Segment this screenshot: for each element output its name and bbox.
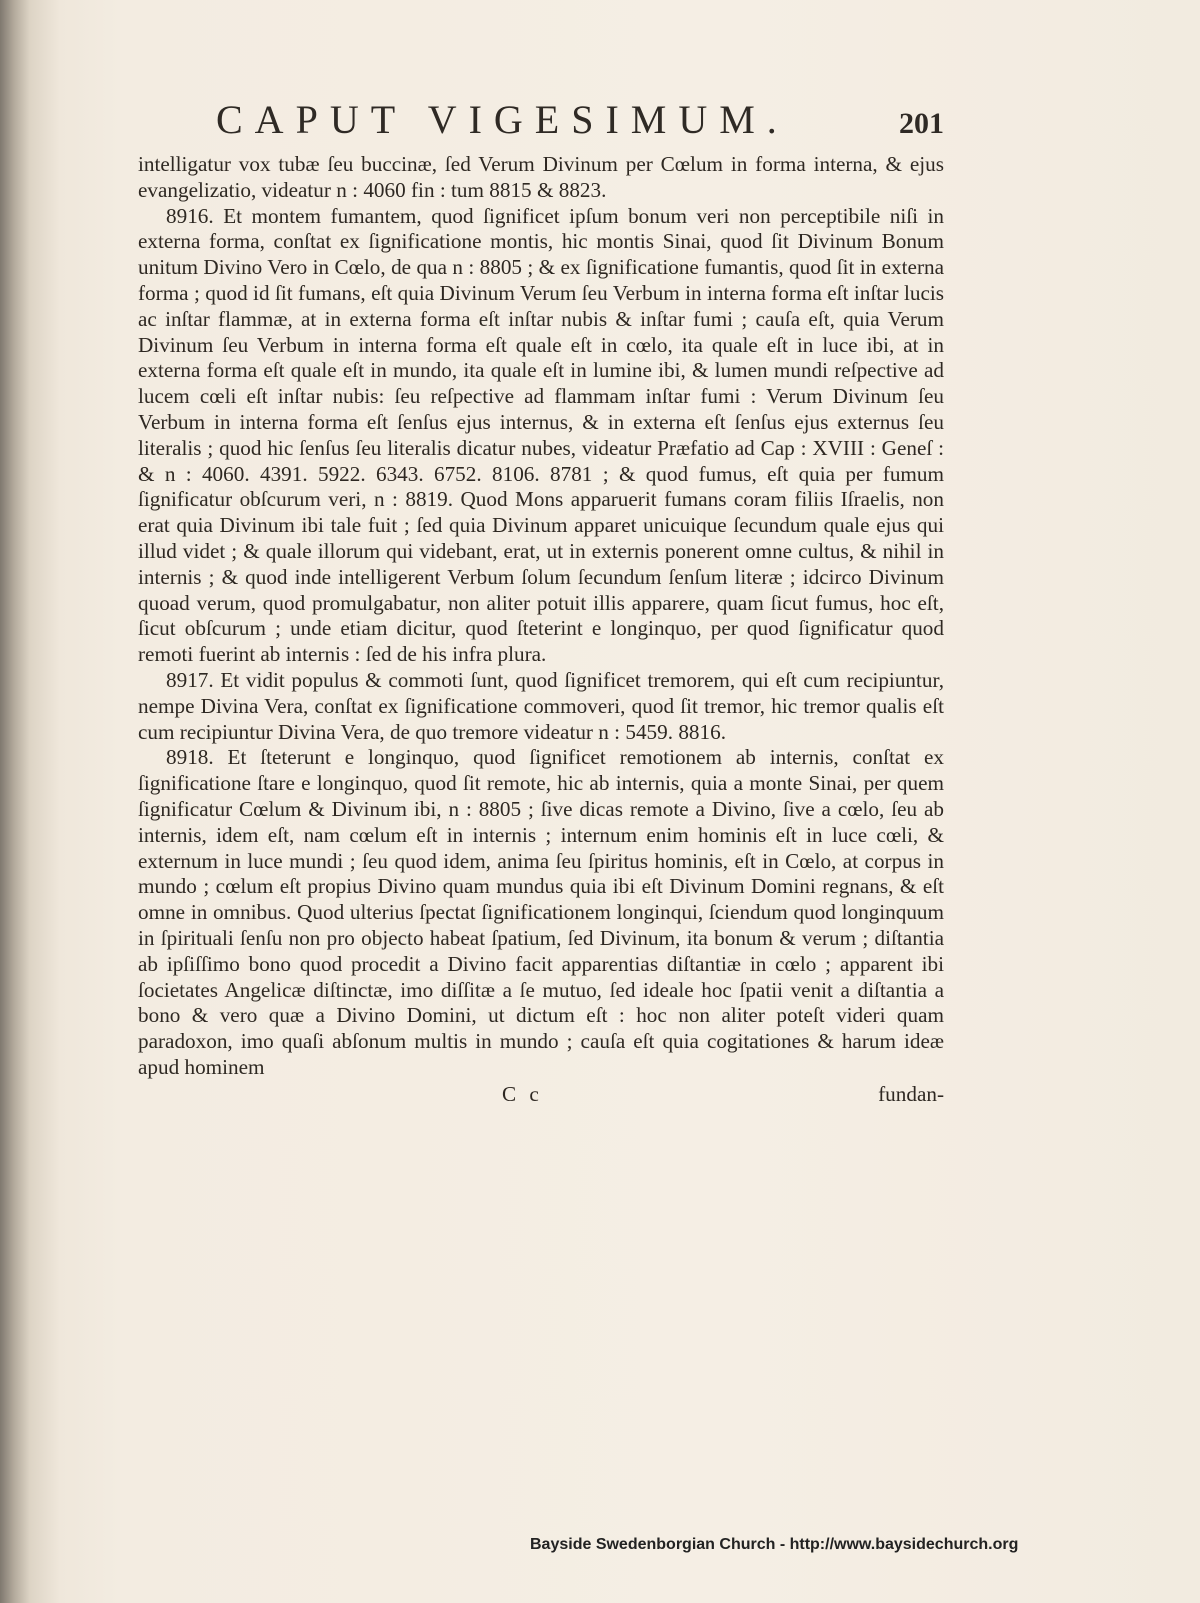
page-header: [138, 96, 944, 146]
page-number: 201: [899, 107, 944, 140]
paragraph-text: intelligatur vox tubæ ſeu buccinæ, ſed Verum Divinum per Cœlum in forma interna, & ejus evangelizatio, videatur n : 4060 fin : tum 8815 & 8823.: [138, 152, 944, 202]
paragraph-text: Et montem fumantem, quod ſignificet ipſum bonum veri non perceptibile niſi in externa forma, conſtat ex ſignificatione montis, hic montis Sinai, quod ſit Divinum Bonum unitum Divino Vero in Cœlo, de qua n : 8805 ; & ex ſignificatione fumantis, quod ſit in externa forma ; quod id ſit fumans, eſt quia Divinum Verum ſeu Verbum in interna forma eſt inſtar lucis ac inſtar flammæ, at in externa forma eſt inſtar nubis & inſtar fumi ; cauſa eſt, quia Verum Divinum ſeu Verbum in interna forma eſt quale eſt in cœlo, ita quale eſt in luce ibi, at in externa forma eſt quale eſt in mundo, ita quale eſt in lumine ibi, & lumen mundi reſpective ad lucem cœli eſt inſtar nubis: ſeu reſpective ad flammam inſtar fumi : Verum Divinum ſeu Verbum in interna forma eſt ſenſus ejus internus, & in externa eſt ſenſus ejus externus ſeu literalis ; quod hic ſenſus ſeu literalis dicatur nubes, videatur Præfatio ad Cap : XVIII : Geneſ : & n : 4060. 4391. 5922. 6343. 6752. 8106. 8781 ; & quod fumus, eſt quia per fumum ſignificatur obſcurum veri, n : 8819. Quod Mons apparuerit fumans coram filiis Iſraelis, non erat quia Divinum ibi tale fuit ; ſed quia Divinum apparet unicuique ſecundum quale ejus qui illud videt ; & quale illorum qui videbant, erat, ut in externis ponerent omne cultus, & nihil in internis ; & quod inde intelligerent Verbum ſolum ſecundum ſenſum literæ ; idcirco Divinum quoad verum, quod promulgabatur, non aliter potuit illis apparere, quam ſicut fumus, hoc eſt, ſicut obſcurum ; unde etiam dicitur, quod ſteterint e longinquo, per quod ſignificatur quod remoti fuerint ab internis : ſed de his infra plura.: [138, 203, 945, 667]
body-text: [138, 152, 944, 1081]
paragraph-number: 8918.: [166, 745, 214, 770]
watermark-credit: Bayside Swedenborgian Church - http://www.baysidechurch.org: [530, 1536, 1019, 1553]
paragraph-text: Et vidit populus & commoti ſunt, quod ſignificet tremorem, qui eſt cum recipiuntur, nempe Divina Vera, conſtat ex ſignificatione commoveri, quod ſit tremor, hic tremor qualis eſt cum recipiuntur Divina Vera, de quo tremore videatur n : 5459. 8816.: [138, 667, 944, 744]
catchword: fundan-: [878, 1081, 944, 1106]
paragraph-continuation: [138, 152, 944, 204]
paragraph-8918: [138, 745, 944, 1080]
paragraph-text: Et ſteterunt e longinquo, quod ſignificet remotionem ab internis, conſtat ex ſignificatione ſtare e longinquo, quod ſit remote, hic ab internis, quia a monte Sinai, per quem ſignificatur Cœlum & Divinum ibi, n : 8805 ; ſive dicas remote a Divino, ſive a cœlo, ſeu ab internis, idem eſt, nam cœlum eſt in internis ; internum enim hominis eſt in luce cœli, & externum in luce mundi ; ſeu quod idem, anima ſeu ſpiritus hominis, eſt in Cœlo, at corpus in mundo ; cœlum eſt propius Divino quam mundus quia ibi eſt Divinum Domini regnans, & eſt omne in omnibus. Quod ulterius ſpectat ſignificationem longinqui, ſciendum quod longinquum in ſpirituali ſenſu non pro objecto habeat ſpatium, ſed Divinum, ita bonum & verum ; diſtantia ab ipſiſſimo bono quod procedit a Divino facit apparentias diſtantiæ in cœlo ; apparent ibi ſocietates Angelicæ diſtinctæ, imo diſſitæ a ſe mutuo, ſed ideale hoc ſpatii venit a diſtantia a bono & vero quæ a Divino Domini, ut dictum eſt : hoc non aliter poteſt videri quam paradoxon, imo quaſi abſonum multis in mundo ; cauſa eſt quia cogitationes & harum ideæ apud hominem: [138, 745, 945, 1079]
page-content: [138, 96, 944, 1107]
signature-mark: C c: [502, 1081, 543, 1106]
page-footer: [138, 1081, 944, 1107]
paragraph-number: 8916.: [166, 203, 214, 228]
running-head: CAPUT VIGESIMUM.: [216, 97, 789, 142]
paragraph-8917: [138, 668, 944, 745]
paragraph-8916: [138, 204, 944, 668]
paragraph-number: 8917.: [166, 667, 214, 692]
